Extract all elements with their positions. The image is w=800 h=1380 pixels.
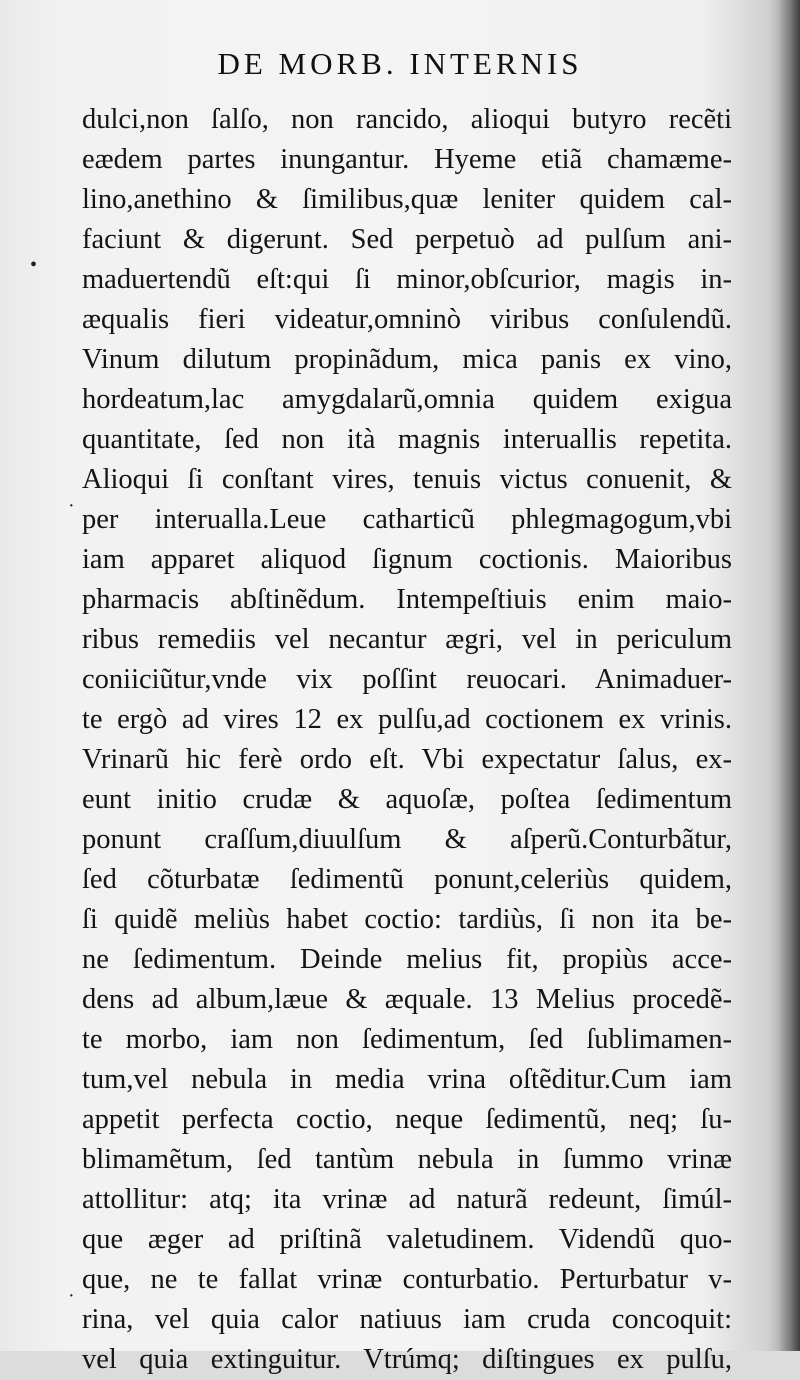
text-line: Vrinarũ hic ferè ordo eſt. Vbi expectatur ſalus, ex-: [82, 744, 732, 775]
text-line: hordeatum,lac amygdalarũ,omnia quidem exigua: [82, 384, 732, 415]
margin-dot-mark: ·: [68, 1285, 75, 1307]
margin-dot-mark: •: [30, 254, 38, 276]
text-line: pharmacis abſtinẽdum. Intempeſtiuis enim maio-: [82, 584, 732, 615]
text-line: ponunt craſſum,diuulſum & aſperũ.Conturbãtur,: [82, 824, 732, 855]
text-line: Vinum dilutum propinãdum, mica panis ex vino,: [82, 344, 732, 375]
text-line: lino,anethino & ſimilibus,quæ leniter quidem cal-: [82, 184, 732, 215]
text-line: Alioqui ſi conſtant vires, tenuis victus conuenit, &: [82, 464, 732, 495]
page-gutter-shadow: [778, 0, 800, 1351]
text-line: vel quia extinguitur. Vtrúmq; diſtingues ex pulſu,: [82, 1344, 732, 1375]
text-line: eunt initio crudæ & aquoſæ, poſtea ſedimentum: [82, 784, 732, 815]
text-line: iam apparet aliquod ſignum coctionis. Maioribus: [82, 544, 732, 575]
text-line: æqualis fieri videatur,omninò viribus conſulendũ.: [82, 304, 732, 335]
text-line: ribus remediis vel necantur ægri, vel in periculum: [82, 624, 732, 655]
text-line: rina, vel quia calor natiuus iam cruda concoquit:: [82, 1304, 732, 1335]
text-line: attollitur: atq; ita vrinæ ad naturã redeunt, ſimúl-: [82, 1184, 732, 1215]
text-line: blimamẽtum, ſed tantùm nebula in ſummo vrinæ: [82, 1144, 732, 1175]
text-line: maduertendũ eſt:qui ſi minor,obſcurior, magis in-: [82, 264, 732, 295]
text-line: per interualla.Leue catharticũ phlegmagogum,vbi: [82, 504, 732, 535]
text-line: te ergò ad vires 12 ex pulſu,ad coctionem ex vrinis.: [82, 704, 732, 735]
body-text: [82, 100, 732, 1380]
text-line: coniiciũtur,vnde vix poſſint reuocari. Animaduer-: [82, 664, 732, 695]
text-line: dens ad album,læue & æquale. 13 Melius procedẽ-: [82, 984, 732, 1015]
text-line: appetit perfecta coctio, neque ſedimentũ, neq; ſu-: [82, 1104, 732, 1135]
running-head: DE MORB. INTERNIS: [217, 46, 583, 81]
text-line: eædem partes inungantur. Hyeme etiã chamæme-: [82, 144, 732, 175]
text-line: ſed cõturbatæ ſedimentũ ponunt,celeriùs quidem,: [82, 864, 732, 895]
text-line: ne ſedimentum. Deinde melius fit, propiùs acce-: [82, 944, 732, 975]
text-line: tum,vel nebula in media vrina oſtẽditur.Cum iam: [82, 1064, 732, 1095]
text-line: faciunt & digerunt. Sed perpetuò ad pulſum ani-: [82, 224, 732, 255]
margin-dot-mark: ·: [68, 495, 75, 517]
text-line: dulci,non ſalſo, non rancido, alioqui butyro recẽti: [82, 104, 732, 135]
text-line: quantitate, ſed non ità magnis interuallis repetita.: [82, 424, 732, 455]
text-line: ſi quidẽ meliùs habet coctio: tardiùs, ſi non ita be-: [82, 904, 732, 935]
text-line: te morbo, iam non ſedimentum, ſed ſublimamen-: [82, 1024, 732, 1055]
text-line: que æger ad priſtinã valetudinem. Videndũ quo-: [82, 1224, 732, 1255]
text-line: que, ne te fallat vrinæ conturbatio. Perturbatur v-: [82, 1264, 732, 1295]
